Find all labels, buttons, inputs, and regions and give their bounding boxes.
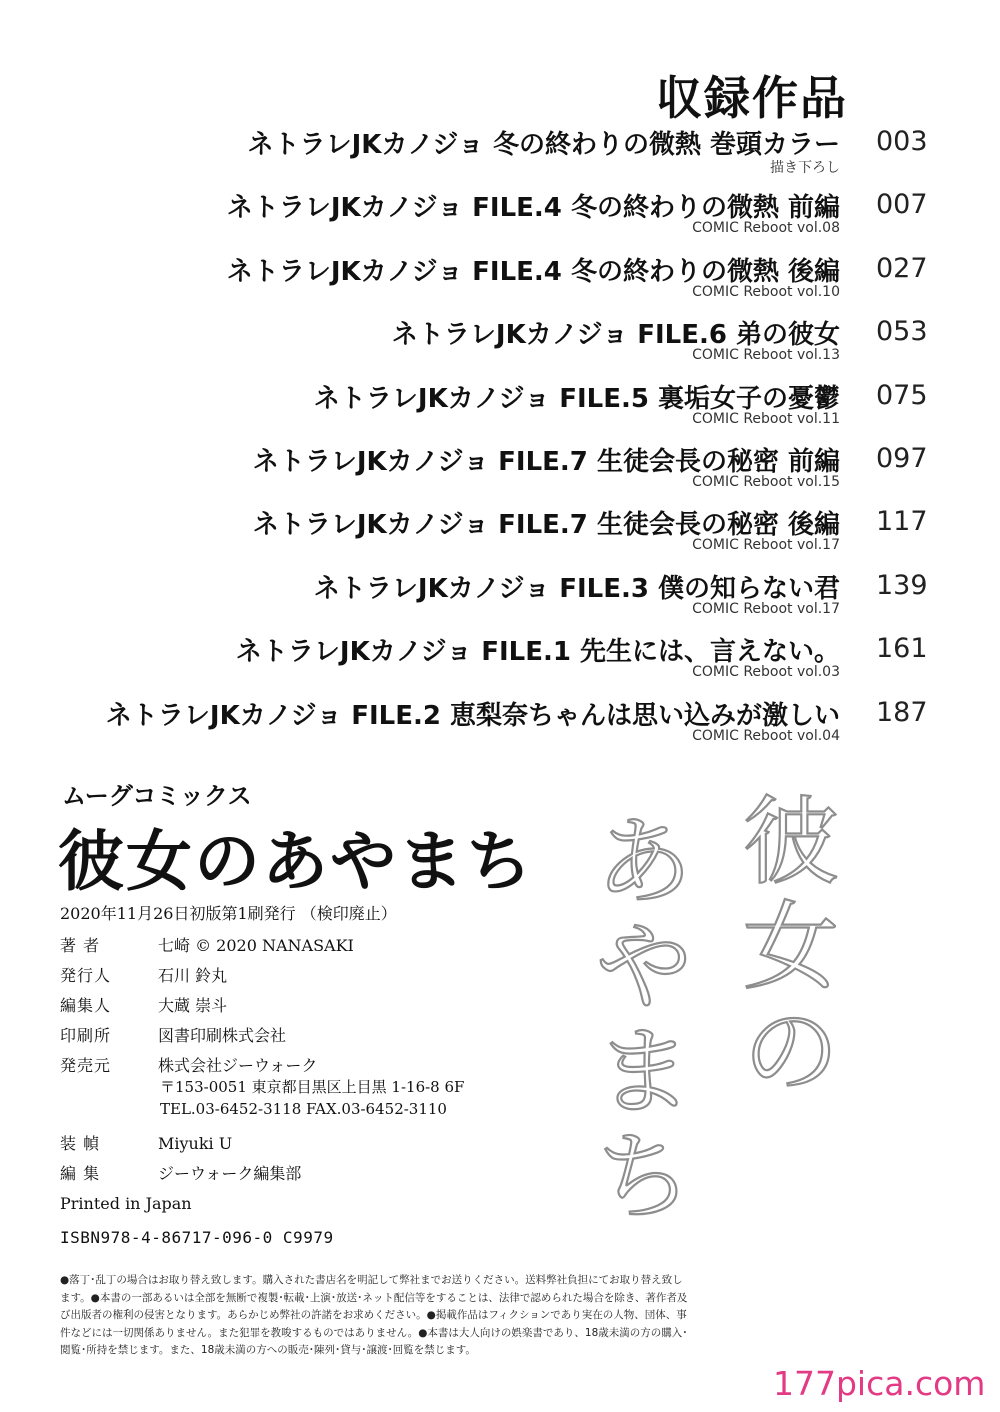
credit-role: 印刷所 — [60, 1026, 112, 1045]
legal-line: び出版者の権利の侵害となります。あらかじめ弊社の許諾をお求めください。●掲載作品はフィクションであり実在の人物、団体、事 — [60, 1309, 687, 1321]
toc-entry-page: 053 — [876, 316, 928, 348]
isbn-code: ISBN978-4-86717-096-0 C9979 — [60, 1228, 334, 1247]
credit-value: 株式会社ジーウォーク — [158, 1056, 318, 1075]
legal-line: 閲覧･所持を禁じます。また、18歳未満の方への販売･陳列･貸与･譲渡･回覧を禁じます。 — [60, 1344, 476, 1356]
toc-entry — [0, 691, 1000, 754]
title-calligraphy-art — [578, 775, 898, 1245]
legal-line: ●落丁･乱丁の場合はお取り替え致します。購入された書店名を明記して弊社までお送りください。送料弊社負担にてお取り替え致し — [60, 1274, 683, 1286]
toc-entry-source: COMIC Reboot vol.10 — [692, 283, 840, 300]
title-art-char: ち — [596, 1121, 692, 1233]
title-art-char: の — [743, 996, 839, 1108]
address-line: 〒153-0051 東京都目黒区上目黒 1-16-8 6F — [160, 1078, 465, 1096]
credit-row — [60, 934, 354, 964]
toc-entry — [0, 564, 1000, 627]
imprint-label: ムーグコミックス — [62, 782, 252, 810]
book-title: 彼女のあやまち — [58, 823, 534, 900]
toc-entry-source: COMIC Reboot vol.17 — [692, 600, 840, 617]
toc-entry-page: 003 — [876, 126, 928, 157]
credit-row — [60, 994, 354, 1024]
toc-entry-page: 007 — [876, 189, 928, 221]
legal-line: 件などには一切関係ありません。また犯罪を教唆するものではありません。●本書は大人向けの娯楽書であり、18歳未満の方の購入･ — [60, 1326, 688, 1339]
toc-entry — [0, 627, 1000, 690]
credit-role: 装 幀 — [60, 1134, 101, 1153]
toc-entry — [0, 183, 1000, 246]
toc-entry-title: ネトラレJKカノジョ FILE.4 冬の終わりの微熱 前編 — [226, 193, 840, 224]
toc-entry-page: 161 — [876, 633, 928, 665]
credit-row — [60, 964, 354, 994]
credit-value: 石川 鈴丸 — [158, 966, 228, 985]
toc-entry-title: ネトラレJKカノジョ 冬の終わりの微熱 巻頭カラー — [247, 130, 840, 160]
toc-entry-title: ネトラレJKカノジョ FILE.4 冬の終わりの微熱 後編 — [226, 256, 840, 287]
toc-entry — [0, 120, 1000, 183]
toc-list — [0, 120, 1000, 754]
credits-list-secondary — [60, 1132, 301, 1192]
toc-entry-page: 027 — [876, 252, 928, 284]
credit-role: 発行人 — [60, 966, 112, 985]
title-art-char: や — [596, 911, 692, 1023]
credit-role: 著 者 — [60, 936, 101, 955]
toc-entry — [0, 310, 1000, 373]
credit-role: 編集人 — [60, 996, 112, 1015]
credit-role: 編 集 — [60, 1164, 101, 1183]
toc-heading: 収録作品 — [656, 71, 848, 125]
credit-value: 七崎 © 2020 NANASAKI — [158, 936, 354, 955]
toc-entry-title: ネトラレJKカノジョ FILE.7 生徒会長の秘密 前編 — [252, 446, 840, 477]
toc-entry-title: ネトラレJKカノジョ FILE.5 裏垢女子の憂鬱 — [313, 383, 840, 414]
credit-row — [60, 1162, 301, 1192]
title-art-char: あ — [596, 806, 692, 918]
edition-line: 2020年11月26日初版第1刷発行 （検印廃止） — [60, 904, 397, 923]
toc-entry-source: COMIC Reboot vol.08 — [692, 220, 840, 237]
toc-entry — [0, 437, 1000, 500]
toc-entry-source: 描き下ろし — [770, 160, 840, 176]
toc-entry — [0, 500, 1000, 563]
toc-entry-title: ネトラレJKカノジョ FILE.3 僕の知らない君 — [313, 573, 840, 604]
toc-entry-page: 097 — [876, 442, 928, 474]
toc-entry-title: ネトラレJKカノジョ FILE.1 先生には、言えない。 — [235, 637, 840, 668]
title-art-char: ま — [596, 1016, 692, 1128]
toc-entry — [0, 247, 1000, 310]
legal-line: ます。●本書の一部あるいは全部を無断で複製･転載･上演･放送･ネット配信等をすることは、法律で認められた場合を除き、著作者及 — [60, 1291, 688, 1304]
toc-entry-page: 139 — [876, 569, 928, 601]
credit-value: 大蔵 崇斗 — [158, 996, 228, 1015]
publisher-address — [160, 1076, 464, 1120]
credit-value: Miyuki U — [158, 1134, 233, 1153]
toc-entry — [0, 374, 1000, 437]
toc-entry-title: ネトラレJKカノジョ FILE.7 生徒会長の秘密 後編 — [252, 510, 840, 541]
credits-list — [60, 934, 354, 1084]
credit-value: 図書印刷株式会社 — [158, 1026, 287, 1045]
toc-entry-page: 117 — [876, 506, 928, 538]
title-art-char: 彼 — [743, 786, 839, 898]
credit-value: ジーウォーク編集部 — [158, 1164, 302, 1183]
printed-in: Printed in Japan — [60, 1194, 192, 1213]
toc-entry-source: COMIC Reboot vol.15 — [692, 473, 840, 490]
toc-entry-source: COMIC Reboot vol.03 — [692, 664, 840, 681]
toc-entry-source: COMIC Reboot vol.04 — [692, 727, 840, 744]
phone-fax-line: TEL.03-6452-3118 FAX.03-6452-3110 — [160, 1100, 447, 1118]
credit-row — [60, 1024, 354, 1054]
toc-entry-page: 075 — [876, 379, 928, 411]
toc-entry-title: ネトラレJKカノジョ FILE.2 恵梨奈ちゃんは思い込みが激しい — [105, 700, 840, 731]
site-watermark: 177pica.com — [773, 1364, 986, 1403]
toc-entry-title: ネトラレJKカノジョ FILE.6 弟の彼女 — [391, 320, 840, 351]
legal-notice — [60, 1272, 760, 1360]
credit-row — [60, 1132, 301, 1162]
toc-entry-source: COMIC Reboot vol.11 — [692, 410, 840, 427]
toc-entry-page: 187 — [876, 696, 928, 728]
title-art-char: 女 — [743, 891, 839, 1003]
credit-role: 発売元 — [60, 1056, 112, 1075]
toc-entry-source: COMIC Reboot vol.13 — [692, 347, 840, 364]
toc-entry-source: COMIC Reboot vol.17 — [692, 537, 840, 554]
